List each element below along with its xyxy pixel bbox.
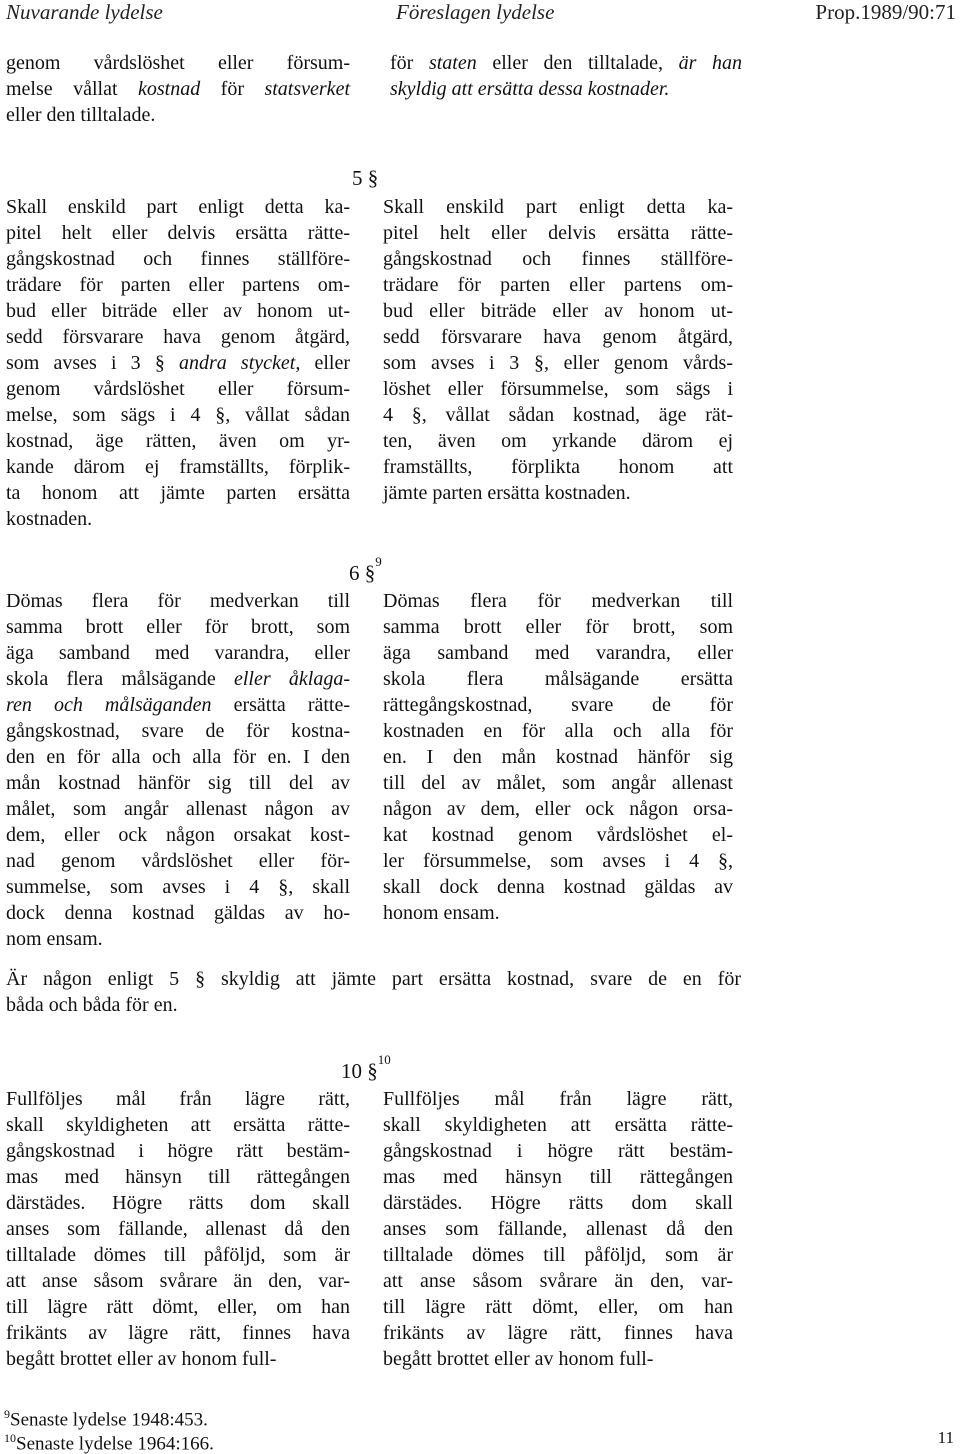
- text-line: gångskostnad, svare de för kostna-: [6, 720, 350, 742]
- footnote-reference: 9: [375, 554, 382, 569]
- text-line: mas med hänsyn till rättegången: [383, 1166, 733, 1188]
- text-line: kostnaden.: [6, 508, 93, 530]
- text-line: dem, eller ock någon orsakat kost-: [6, 824, 350, 846]
- text-line: därstädes. Högre rätts dom skall: [383, 1192, 733, 1214]
- text-line: framställts, förplikta honom att: [383, 456, 733, 478]
- footnote-mark: 10: [4, 1431, 16, 1445]
- text-line: för staten eller den tilltalade, är han: [390, 52, 742, 74]
- text-line: Dömas flera för medverkan till: [383, 590, 733, 612]
- text-line: till lägre rätt dömt, eller, om han: [383, 1296, 733, 1318]
- text-line: anses som fällande, allenast då den: [383, 1218, 733, 1240]
- text-line: Skall enskild part enligt detta ka-: [6, 196, 350, 218]
- full-width-paragraph: [6, 966, 741, 1018]
- header-current-wording: Nuvarande lydelse: [6, 0, 163, 24]
- text-line: äga samband med varandra, eller: [6, 642, 350, 664]
- text-line: mas med hänsyn till rättegången: [6, 1166, 350, 1188]
- text-line: att anse såsom svårare än den, var-: [383, 1270, 733, 1292]
- text-line: trädare för parten eller partens om-: [6, 274, 350, 296]
- header-proposed-wording: Föreslagen lydelse: [396, 0, 555, 24]
- text-line: ren och målsäganden ersätta rätte-: [6, 694, 350, 716]
- text-line: gångskostnad och finnes ställföre-: [383, 248, 733, 270]
- section-6-current-text: [6, 588, 350, 952]
- text-line: nom ensam.: [6, 928, 103, 950]
- text-line: målet, som angår allenast någon av: [6, 798, 350, 820]
- text-line: att anse såsom svårare än den, var-: [6, 1270, 350, 1292]
- text-line: skall skyldigheten att ersätta rätte-: [383, 1114, 733, 1136]
- text-line: till lägre rätt dömt, eller, om han: [6, 1296, 350, 1318]
- text-line: mån kostnad hänför sig till del av: [6, 772, 350, 794]
- text-line: Skall enskild part enligt detta ka-: [383, 196, 733, 218]
- text-line: samma brott eller för brott, som: [6, 616, 350, 638]
- section-symbol: §: [367, 1059, 378, 1083]
- text-line: någon av dem, eller ock någon orsa-: [383, 798, 733, 820]
- section-5-proposed-text: [383, 194, 733, 506]
- text-line: honom ensam.: [383, 902, 500, 924]
- section-number: 6: [349, 561, 360, 585]
- text-line: skola flera målsägande ersätta: [383, 668, 733, 690]
- text-line: till del av målet, som angår allenast: [383, 772, 733, 794]
- text-line: skyldig att ersätta dessa kostnader.: [390, 78, 670, 100]
- text-line: kostnad, äge rätten, även om yr-: [6, 430, 350, 452]
- text-line: skall dock denna kostnad gäldas av: [383, 876, 733, 898]
- footnote-reference: 10: [377, 1052, 391, 1067]
- text-line: sedd försvarare hava genom åtgärd,: [6, 326, 350, 348]
- section-6-proposed-text: [383, 588, 733, 926]
- text-line: ler försummelse, som avses i 4 §,: [383, 850, 733, 872]
- text-line: jämte parten ersätta kostnaden.: [383, 482, 631, 504]
- section-5-current-text: [6, 194, 350, 532]
- footnote-text: Senaste lydelse 1964:166.: [16, 1433, 214, 1454]
- text-line: kande därom ej framställts, förplik-: [6, 456, 350, 478]
- text-line: sedd försvarare hava genom åtgärd,: [383, 326, 733, 348]
- text-line: begått brottet eller av honom full-: [6, 1348, 277, 1370]
- text-line: gångskostnad och finnes ställföre-: [6, 248, 350, 270]
- section-5-heading: [352, 166, 378, 190]
- section-6-heading: [349, 556, 382, 585]
- text-line: genom vårdslöshet eller försum-: [6, 52, 350, 74]
- text-line: rättegångskostnad, svare de för: [383, 694, 733, 716]
- footnote-9: [4, 1404, 208, 1430]
- footnote-10: [4, 1428, 214, 1454]
- text-line: som avses i 3 § andra stycket, eller: [6, 352, 351, 374]
- continuation-right: [390, 50, 742, 102]
- text-line: samma brott eller för brott, som: [383, 616, 733, 638]
- text-line: melse, som sägs i 4 §, vållat sådan: [6, 404, 350, 426]
- text-line: trädare för parten eller partens om-: [383, 274, 733, 296]
- footnote-mark: 9: [4, 1407, 10, 1421]
- text-line: begått brottet eller av honom full-: [383, 1348, 654, 1370]
- text-line: genom vårdslöshet eller försum-: [6, 378, 350, 400]
- text-line: den en för alla och alla för en. I den: [6, 746, 350, 768]
- text-line: kostnaden en för alla och alla för: [383, 720, 733, 742]
- section-symbol: §: [364, 561, 376, 585]
- text-line: som avses i 3 §, eller genom vårds-: [383, 352, 733, 374]
- text-line: bud eller biträde eller av honom ut-: [6, 300, 350, 322]
- text-line: anses som fällande, allenast då den: [6, 1218, 350, 1240]
- text-line: Är någon enligt 5 § skyldig att jämte part ersätta kostnad, svare de en för: [6, 968, 741, 990]
- text-line: skall skyldigheten att ersätta rätte-: [6, 1114, 350, 1136]
- text-line: bud eller biträde eller av honom ut-: [383, 300, 733, 322]
- text-line: pitel helt eller delvis ersätta rätte-: [383, 222, 733, 244]
- text-line: frikänts av lägre rätt, finnes hava: [383, 1322, 733, 1344]
- text-line: eller den tilltalade.: [6, 104, 156, 126]
- section-10-current-text: [6, 1086, 350, 1372]
- text-line: kat kostnad genom vårdslöshet el-: [383, 824, 733, 846]
- text-line: båda och båda för en.: [6, 994, 178, 1016]
- text-line: ten, även om yrkande därom ej: [383, 430, 733, 452]
- section-symbol: §: [367, 166, 379, 190]
- text-line: därstädes. Högre rätts dom skall: [6, 1192, 350, 1214]
- text-line: Fullföljes mål från lägre rätt,: [6, 1088, 350, 1110]
- text-line: melse vållat kostnad för statsverket: [6, 78, 350, 100]
- text-line: pitel helt eller delvis ersätta rätte-: [6, 222, 350, 244]
- header-bill-reference: Prop.1989/90:71: [815, 0, 956, 24]
- section-10-proposed-text: [383, 1086, 733, 1372]
- text-line: gångskostnad i högre rätt bestäm-: [6, 1140, 350, 1162]
- text-line: frikänts av lägre rätt, finnes hava: [6, 1322, 350, 1344]
- text-line: 4 §, vållat sådan kostnad, äge rät-: [383, 404, 733, 426]
- section-10-heading: [341, 1054, 391, 1083]
- text-line: tilltalade dömes till påföljd, som är: [6, 1244, 350, 1266]
- text-line: nad genom vårdslöshet eller för-: [6, 850, 350, 872]
- section-number: 5: [352, 166, 363, 190]
- page-number: 11: [937, 1428, 954, 1447]
- text-line: löshet eller försummelse, som sägs i: [383, 378, 733, 400]
- text-line: Fullföljes mål från lägre rätt,: [383, 1088, 733, 1110]
- footnote-text: Senaste lydelse 1948:453.: [10, 1409, 208, 1431]
- text-line: äga samband med varandra, eller: [383, 642, 733, 664]
- text-line: dock denna kostnad gäldas av ho-: [6, 902, 350, 924]
- text-line: Dömas flera för medverkan till: [6, 590, 350, 612]
- text-line: en. I den mån kostnad hänför sig: [383, 746, 733, 768]
- continuation-left: [6, 50, 350, 128]
- text-line: tilltalade dömes till påföljd, som är: [383, 1244, 733, 1266]
- text-line: summelse, som avses i 4 §, skall: [6, 876, 350, 898]
- text-line: ta honom att jämte parten ersätta: [6, 482, 350, 504]
- text-line: skola flera målsägande eller åklaga-: [6, 668, 350, 690]
- section-number: 10: [341, 1059, 362, 1083]
- text-line: gångskostnad i högre rätt bestäm-: [383, 1140, 733, 1162]
